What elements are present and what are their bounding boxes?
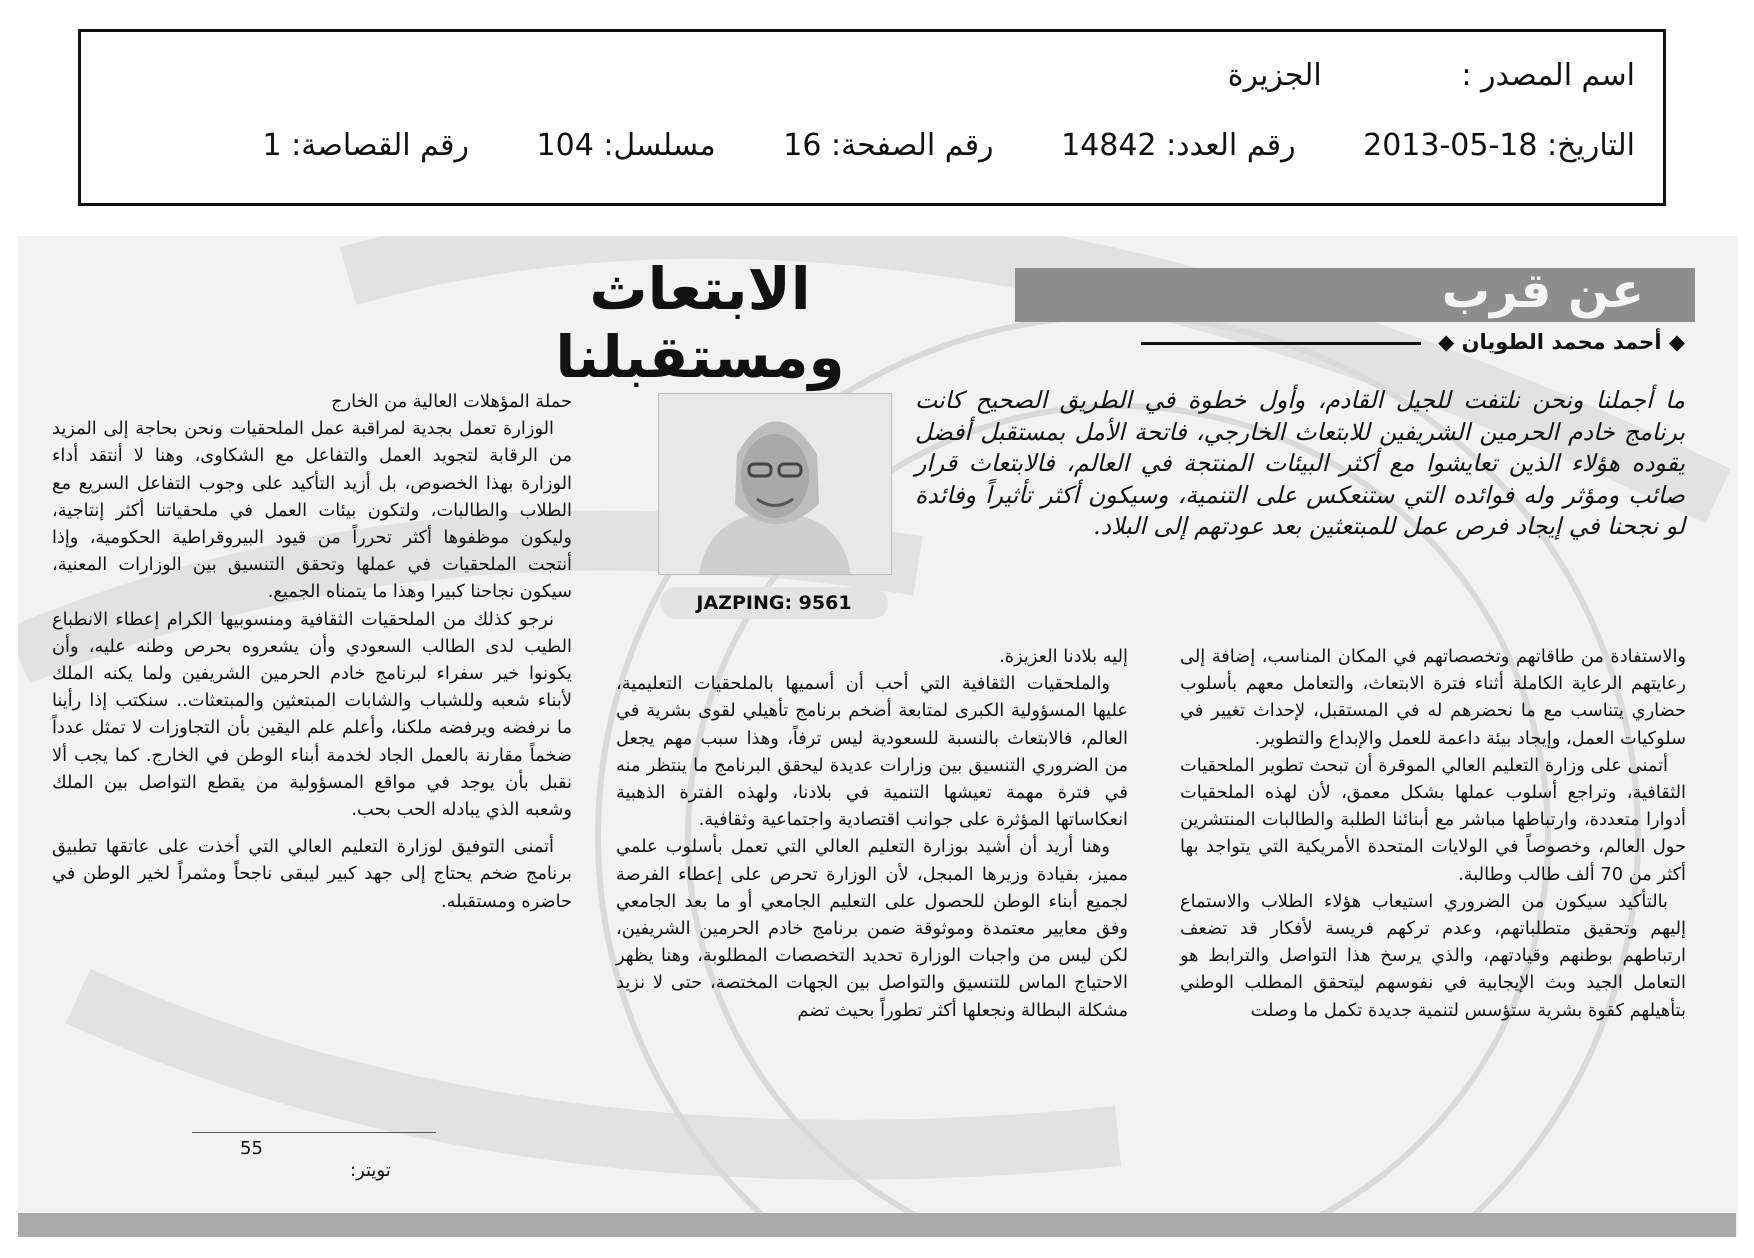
column-name: عن قرب bbox=[1441, 263, 1644, 319]
page-value: 16 bbox=[783, 128, 822, 163]
issue-value: 14842 bbox=[1061, 128, 1157, 163]
issue-label: رقم العدد: bbox=[1166, 128, 1296, 163]
source-row bbox=[1228, 58, 1635, 93]
page-label: رقم الصفحة: bbox=[830, 128, 994, 163]
paragraph: حملة المؤهلات العالية من الخارج bbox=[331, 391, 572, 412]
byline-diamond-icon: ◆ bbox=[1668, 330, 1685, 354]
serial-value: 104 bbox=[536, 128, 594, 163]
source-value: الجزيرة bbox=[1227, 58, 1322, 93]
source-metadata-box bbox=[78, 29, 1666, 206]
signature-number: 55 bbox=[240, 1138, 263, 1159]
lead-paragraph: ما أجملنا ونحن نلتفت للجيل القادم، وأول خطوة في الطريق الصحيح كانت برنامج خادم الحرمين الشريفين للابتعاث الخارجي، فاتحة الأمل بمستقبل أفضل يقوده هؤلاء الذين تعايشوا مع أكثر البيئات المنتجة في العالم، فالابتعاث قرار صائب ومؤثر وله فوائده التي ستنعكس على التنمية، وسيكون أكثر تأثيراً وفائدة لو نجحنا في إيجاد فرص عمل للمبتعثين بعد عودتهم إلى البلاد. bbox=[915, 386, 1685, 540]
headline: الابتعاث ومستقبلنا bbox=[555, 255, 845, 391]
date-label: التاريخ: bbox=[1547, 128, 1635, 163]
article-column-3 bbox=[52, 388, 572, 915]
article-column-1 bbox=[1180, 643, 1686, 1024]
paragraph: بالتأكيد سيكون من الضروري استيعاب هؤلاء الطلاب والاستماع إليهم وتحقيق متطلباتهم، وعدم تركهم فريسة لأفكار قد تضعف ارتباطهم بوطنهم وقيادتهم، والذي يرسخ هذا التواصل والترابط هو التعامل الجيد وبث الإيجابية في نفوسهم ليتحقق المطلب الوطني بتأهيلهم كقوة بشرية ستؤسس لتنمية جديدة تكمل ما وصلت bbox=[1180, 890, 1686, 1021]
clip-value: 1 bbox=[262, 128, 282, 163]
serial-label: مسلسل: bbox=[603, 128, 716, 163]
paragraph: وهنا أريد أن أشيد بوزارة التعليم العالي التي تعمل بأسلوب علمي مميز، بقيادة وزيرها المبجل، لأن الوزارة تحرص على إعطاء الفرصة لجميع أبناء الوطن للحصول على التعليم الجامعي أو ما بعد الجامعي وفق معايير معتمدة وموثوقة ضمن برنامج خادم الحرمين الشريفين، لكن ليس من واجبات الوزارة تحديد التخصصات المطلوبة، وهنا يظهر الاحتياج الماس للتنسيق والتواصل بين الجهات المختصة، حتى لا نزيد مشكلة البطالة ونجعلها أكثر تطوراً بحيث تضم bbox=[616, 836, 1128, 1021]
paragraph: والاستفادة من طاقاتهم وتخصصاتهم في المكان المناسب، إضافة إلى رعايتهم الرعاية الكاملة أثناء فترة الابتعاث، والتعامل معهم بأسلوب حضاري يتناسب مع ما نحضرهم له في المستقبل، لإحداث تغيير في سلوكيات العمل، وإيجاد بيئة داعمة للعمل والإبداع والتطوير. bbox=[1180, 646, 1686, 749]
source-label: اسم المصدر : bbox=[1461, 58, 1635, 93]
byline-diamond-icon: ◆ bbox=[1438, 330, 1455, 354]
twitter-label: تويتر: bbox=[350, 1160, 391, 1181]
clip-label: رقم القصاصة: bbox=[291, 128, 469, 163]
article-column-2 bbox=[616, 643, 1128, 1024]
paragraph: أتمنى التوفيق لوزارة التعليم العالي التي أخذت على عاتقها تطبيق برنامج ضخم يحتاج إلى جهد كبير ليبقى ناجحاً ومثمراً لخير الوطن في حاضره ومستقبله. bbox=[52, 836, 572, 912]
paragraph: إليه بلادنا العزيزة. bbox=[999, 646, 1128, 667]
photo-badge: JAZPING: 9561 bbox=[660, 587, 888, 619]
byline bbox=[1015, 330, 1685, 354]
paragraph: نرجو كذلك من الملحقيات الثقافية ومنسوبيها الكرام إعطاء الانطباع الطيب لدى الطالب السعودي وأن يشعروه بحرص وطنه عليه، وأن يكونوا خير سفراء لبرنامج خادم الحرمين الشريفين ولما يكنه الملك لأبناء شعبه وللشباب والشابات المبتعثين والمبتعثات.. سنكتب إذا رأينا ما نرفضه ويرفضه ملكنا، وأعلم علم اليقين بأن التجاوزات لا تمثل عدداً ضخماً مقارنة بالعمل الجاد لخدمة أبناء الوطن في الخارج. كما يجب ألا نقبل بأن يوجد في مواقع المسؤولية من يقطع التواصل بين الملك وشعبه الذي يبادله الحب بحب. bbox=[52, 608, 572, 821]
bottom-bar bbox=[18, 1213, 1736, 1237]
author-photo bbox=[658, 393, 892, 575]
byline-rule bbox=[1141, 342, 1421, 345]
portrait-icon bbox=[659, 394, 891, 574]
date-value: 2013-05-18 bbox=[1363, 128, 1538, 163]
paragraph: الوزارة تعمل بجدية لمراقبة عمل الملحقيات ونحن بحاجة إلى المزيد من الرقابة لتجويد العمل والتفاعل مع الشكاوى، وهنا لا أنتقد أداء الوزارة بهذا الخصوص، بل أزيد التأكيد على وجوب التفاعل السريع مع الطلاب والطالبات، ولتكون بيئات العمل في ملحقياتنا أكثر إنتاجية، وليكون موظفوها أكثر تحرراً من قيود البيروقراطية الحكومية، وإذا أنتجت الملحقيات في عملها وتحقق التنسيق بين الوزارات المعنية، سيكون نجاحنا كبيرا وهذا ما يتمناه الجميع. bbox=[52, 418, 572, 603]
paragraph: والملحقيات الثقافية التي أحب أن أسميها بالملحقيات التعليمية، عليها المسؤولية الكبرى لمتابعة أضخم برنامج تأهيلي لقوى بشرية في العالم، فالابتعاث بالنسبة للسعودية ليس ترفاً، وهذا سبب مهم يجعل من الضروري التنسيق بين وزارات عديدة ليحقق البرنامج ما ينتظر منه في فترة مهمة تعيشها التنمية في بلادنا، ولهذه الفترة الذهبية انعكاساتها المؤثرة على جوانب اقتصادية واجتماعية وثقافية. bbox=[616, 673, 1128, 831]
paragraph: أتمنى على وزارة التعليم العالي الموقرة أن تبحث تطوير الملحقيات الثقافية، وتراجع أسلوب عملها بشكل معمق، لأن لهذه الملحقيات أدوارا متعددة، وارتباطها مباشر مع أبنائنا الطلبة والطالبات المنتشرين حول العالم، وخصوصاً في الولايات المتحدة الأمريكية التي يتواجد بها أكثر من 70 ألف طالب وطالبة. bbox=[1180, 754, 1686, 885]
details-row bbox=[263, 128, 1635, 163]
author-name: أحمد محمد الطويان bbox=[1461, 330, 1662, 354]
signature-rule bbox=[192, 1132, 436, 1133]
